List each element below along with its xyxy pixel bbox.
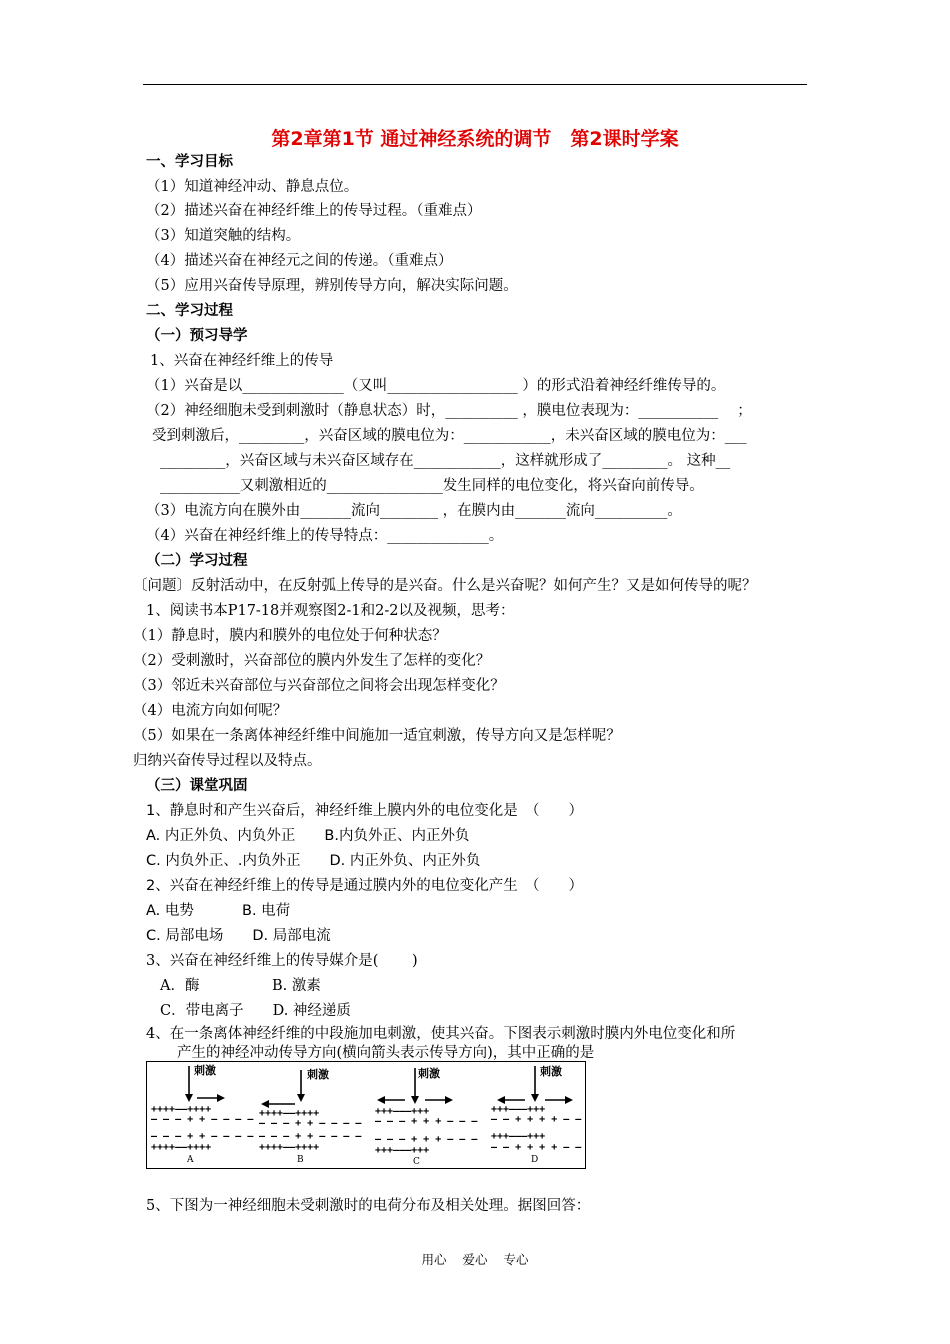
stimulus-label: 刺激 xyxy=(540,1065,562,1078)
text-line: 1、兴奋在神经纤维上的传导 xyxy=(150,353,334,369)
fill-blank-line: （4）兴奋在神经纤维上的传导特点：______________。 xyxy=(146,528,504,544)
stimulus-label: 刺激 xyxy=(194,1064,216,1077)
text-line: 归纳兴奋传导过程以及特点。 xyxy=(133,753,322,769)
exercise-options: A．酶 B. 激素 xyxy=(160,978,321,994)
arrow-left-icon xyxy=(261,1100,269,1108)
charge-row: — — — + + — — — — xyxy=(259,1118,362,1129)
goal-item: （1）知道神经冲动、静息点位。 xyxy=(146,179,359,195)
subheading-learning: （二）学习过程 xyxy=(146,553,248,569)
charge-row: ++++——++++ xyxy=(151,1142,212,1153)
arrow-down-icon xyxy=(531,1094,539,1102)
exercise-question: 3、兴奋在神经纤维上的传导媒介是( ) xyxy=(146,953,418,969)
charge-row: — — — + + — — — — xyxy=(151,1114,254,1125)
fill-blank-line: （3）电流方向在膜外由_______流向________ ，在膜内由_______流向__________。 xyxy=(146,503,682,519)
footer-word: 爱心 xyxy=(462,1252,488,1267)
question-item: （4）电流方向如何呢？ xyxy=(133,703,288,719)
panel-b xyxy=(259,1067,362,1165)
exercise-question: 4、在一条离体神经纤维的中段施加电刺激，使其兴奋。下图表示刺激时膜内外电位变化和所 xyxy=(146,1026,736,1042)
arrow-down-icon xyxy=(411,1096,419,1104)
arrow-right-icon xyxy=(217,1094,225,1102)
question-item: （3）邻近未兴奋部位与兴奋部位之间将会出现怎样变化？ xyxy=(133,678,505,694)
panel-label: D xyxy=(531,1155,539,1165)
exercise-options: C. 局部电场 D. 局部电流 xyxy=(146,928,331,944)
arrow-left-icon xyxy=(497,1096,505,1104)
question-intro: 〔问题〕反射活动中，在反射弧上传导的是兴奋。什么是兴奋呢？如何产生？又是如何传导的呢？ xyxy=(133,578,757,594)
panel-label: C xyxy=(413,1157,420,1167)
panel-d xyxy=(491,1064,584,1165)
question-item: （1）静息时，膜内和膜外的电位处于何种状态？ xyxy=(133,628,447,644)
fill-blank-line: （1）兴奋是以______________（又叫__________________ ）的形式沿着神经纤维传导的。 xyxy=(146,378,726,394)
goal-item: （4）描述兴奋在神经元之间的传递。（重难点） xyxy=(146,253,453,269)
charge-row: — — — + + + — — — xyxy=(375,1134,478,1145)
charge-row: — — — + + + — — — xyxy=(375,1116,478,1127)
panel-label: B xyxy=(297,1155,304,1165)
charge-row: — — — + + — — — — xyxy=(151,1131,254,1142)
footer-word: 专心 xyxy=(503,1252,529,1267)
charge-row: — — + + + + — — — xyxy=(491,1142,584,1153)
footer-word: 用心 xyxy=(421,1252,447,1267)
nerve-fiber-figure xyxy=(146,1061,586,1169)
page-title: 第2章第1节 通过神经系统的调节 第2课时学案 xyxy=(271,128,679,150)
page-footer xyxy=(0,1250,950,1268)
charge-row: ++++——++++ xyxy=(259,1108,320,1119)
charge-row: +++———+++ xyxy=(375,1106,430,1117)
subheading-preview: （一）预习导学 xyxy=(146,328,248,344)
exercise-options: A. 电势 B. 电荷 xyxy=(146,903,291,919)
arrow-right-icon xyxy=(445,1096,453,1104)
charge-row: +++———+++ xyxy=(375,1145,430,1156)
goal-item: （3）知道突触的结构。 xyxy=(146,228,301,244)
question-item: （2）受刺激时，兴奋部位的膜内外发生了怎样的变化？ xyxy=(133,653,491,669)
exercise-question: 5、下图为一神经细胞未受刺激时的电荷分布及相关处理。据图回答： xyxy=(146,1198,591,1214)
charge-row: ++++——++++ xyxy=(259,1142,320,1153)
subheading-consolidation: （三）课堂巩固 xyxy=(146,778,248,794)
question-item: （5）如果在一条离体神经纤维中间施加一适宜刺激，传导方向又是怎样呢？ xyxy=(133,728,621,744)
arrow-down-icon xyxy=(185,1094,193,1102)
arrow-down-icon xyxy=(297,1094,305,1102)
charge-row: — — — + + — — — — xyxy=(259,1131,362,1142)
exercise-question-cont: 产生的神经冲动传导方向(横向箭头表示传导方向)，其中正确的是 xyxy=(177,1045,595,1061)
fill-blank-line: _________，兴奋区域与未兴奋区域存在____________，这样就形成了_________。 这种__ xyxy=(160,453,731,469)
goal-item: （2）描述兴奋在神经纤维上的传导过程。（重难点） xyxy=(146,203,482,219)
arrow-left-icon xyxy=(377,1096,385,1104)
section-heading-goals: 一、学习目标 xyxy=(146,154,233,170)
fill-blank-line: （2）神经细胞未受到刺激时（静息状态）时，__________ ，膜电位表现为：___________ ； xyxy=(146,403,752,419)
fill-blank-line: 受到刺激后，_________，兴奋区域的膜电位为：____________，未兴奋区域的膜电位为：___ xyxy=(152,428,747,444)
nerve-fiber-diagram xyxy=(147,1062,584,1167)
panel-label: A xyxy=(187,1155,194,1165)
charge-row: +++———+++ xyxy=(491,1104,546,1115)
charge-row: — — + + + + — — — xyxy=(491,1114,584,1125)
stimulus-label: 刺激 xyxy=(307,1068,329,1081)
text-line: 1、阅读书本P17-18并观察图2-1和2-2以及视频，思考： xyxy=(146,603,515,619)
section-heading-process: 二、学习过程 xyxy=(146,303,233,319)
charge-row: +++———+++ xyxy=(491,1131,546,1142)
exercise-options: C．带电离子 D. 神经递质 xyxy=(160,1003,351,1019)
header-rule xyxy=(143,84,807,85)
exercise-question: 1、静息时和产生兴奋后，神经纤维上膜内外的电位变化是 （ ） xyxy=(146,803,583,819)
fill-blank-line: ___________又刺激相近的________________发生同样的电位变化，将兴奋向前传导。 xyxy=(160,478,704,494)
goal-item: （5）应用兴奋传导原理，辨别传导方向，解决实际问题。 xyxy=(146,278,518,294)
stimulus-label: 刺激 xyxy=(418,1067,440,1080)
arrow-right-icon xyxy=(565,1096,573,1104)
exercise-options: C. 内负外正、.内负外正 D. 内正外负、内正外负 xyxy=(146,853,481,869)
charge-row: ++++——++++ xyxy=(151,1104,212,1115)
exercise-options: A. 内正外负、内负外正 B.内负外正、内正外负 xyxy=(146,828,470,844)
panel-a xyxy=(151,1063,254,1165)
panel-c xyxy=(375,1066,478,1167)
exercise-question: 2、兴奋在神经纤维上的传导是通过膜内外的电位变化产生 （ ） xyxy=(146,878,583,894)
